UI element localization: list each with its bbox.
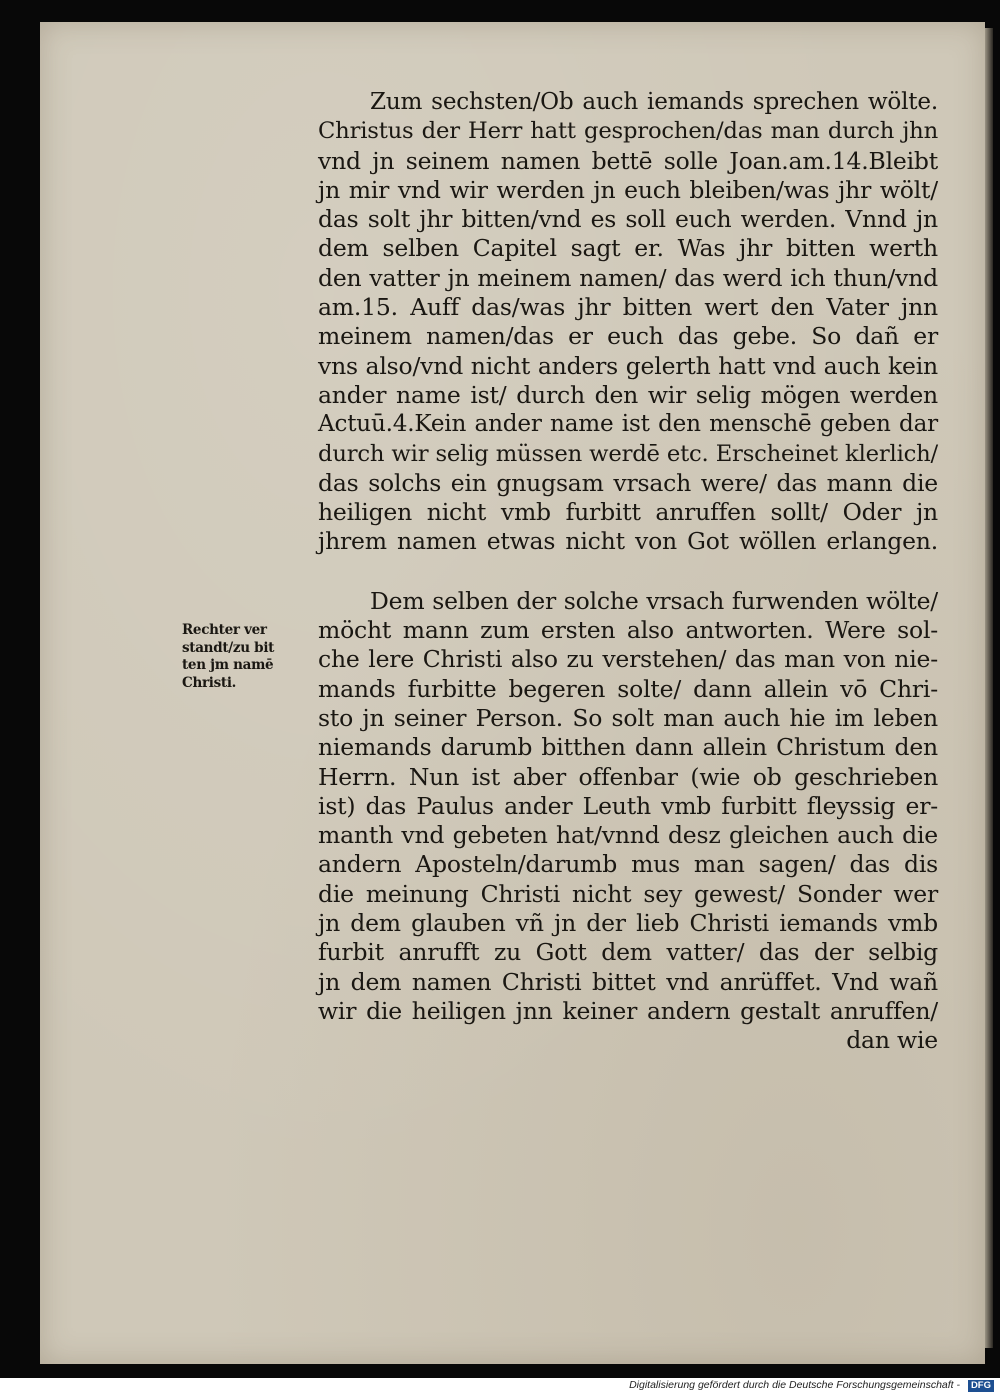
- text-line: furbit anrufft zu Gott dem vatter/ das der selbig: [318, 938, 938, 967]
- text-line: jn dem namen Christi bittet vnd anrüffet. Vnd wañ: [318, 967, 938, 996]
- text-line: Herrn. Nun ist aber offenbar (wie ob geschrieben: [318, 762, 938, 791]
- text-line: das solchs ein gnugsam vrsach were/ das mann die: [318, 468, 938, 497]
- text-line: Zum sechsten/Ob auch iemands sprechen wölte.: [370, 89, 938, 115]
- text-line: Dem selben der solche vrsach furwenden wölte/: [370, 586, 938, 615]
- text-line: möcht mann zum ersten also antworten. Were sol-: [318, 616, 938, 645]
- text-line: die meinung Christi nicht sey gewest/ Sonder wer: [318, 879, 938, 908]
- page-edge: [985, 28, 993, 1348]
- main-text-block: [318, 88, 938, 1056]
- paragraph-2: [318, 587, 938, 1056]
- text-line: meinem namen/das er euch das gebe. So dañ er: [318, 322, 938, 351]
- text-line: manth vnd gebeten hat/vnnd desz gleichen auch die: [318, 821, 938, 850]
- funding-credit: Digitalisierung gefördert durch die Deutsche Forschungsgemeinschaft -: [629, 1379, 960, 1391]
- catchword: dan wie: [846, 1026, 938, 1055]
- marginal-note-line: Rechter ver: [182, 622, 267, 638]
- text-line: durch wir selig müssen werdē etc. Erscheinet klerlich/: [318, 440, 938, 467]
- text-line: am.15. Auff das/was jhr bitten wert den Vater jnn: [318, 293, 938, 322]
- marginal-note-line: Christi.: [182, 674, 237, 691]
- text-line: jn dem glauben vñ jn der lieb Christi iemands vmb: [318, 909, 938, 938]
- marginal-note: [182, 622, 314, 692]
- text-line: vnd jn seinem namen bettē solle Joan.am.14.Bleibt: [318, 146, 938, 175]
- text-line: andern Aposteln/darumb mus man sagen/ das dis: [318, 850, 938, 879]
- text-line: heiligen nicht vmb furbitt anruffen sollt/ Oder jn: [318, 498, 938, 527]
- text-line: vns also/vnd nicht anders gelerth hatt vnd auch kein: [318, 351, 938, 380]
- text-line: che lere Christi also zu verstehen/ das man von nie-: [318, 645, 938, 674]
- paragraph-1: [318, 88, 938, 557]
- marginal-note-line: ten jm namē: [182, 657, 274, 673]
- text-line: Christus der Herr hatt gesprochen/das man durch jhn: [318, 118, 938, 145]
- text-line: dem selben Capitel sagt er. Was jhr bitten werth: [318, 234, 938, 263]
- text-line: jhrem namen etwas nicht von Got wöllen erlangen.: [318, 527, 938, 556]
- text-line: jn mir vnd wir werden jn euch bleiben/was jhr wölt/: [318, 175, 938, 204]
- text-line: ist) das Paulus ander Leuth vmb furbitt fleyssig er-: [318, 791, 938, 820]
- text-line: wir die heiligen jnn keiner andern gestalt anruffen/: [318, 996, 938, 1025]
- text-line: sto jn seiner Person. So solt man auch hie im leben: [318, 703, 938, 732]
- text-line: niemands darumb bitthen dann allein Christum den: [318, 733, 938, 762]
- text-line: mands furbitte begeren solte/ dann allein vō Chri-: [318, 674, 938, 703]
- dfg-logo: DFG: [968, 1380, 994, 1392]
- text-line: das solt jhr bitten/vnd es soll euch werden. Vnnd jn: [318, 205, 938, 234]
- marginal-note-line: standt/zu bit: [182, 639, 275, 656]
- text-line: den vatter jn meinem namen/ das werd ich thun/vnd: [318, 263, 938, 292]
- text-line: ander name ist/ durch den wir selig mögen werden: [318, 380, 938, 409]
- text-line: Actuū.4.Kein ander name ist den menschē geben dar: [318, 411, 938, 438]
